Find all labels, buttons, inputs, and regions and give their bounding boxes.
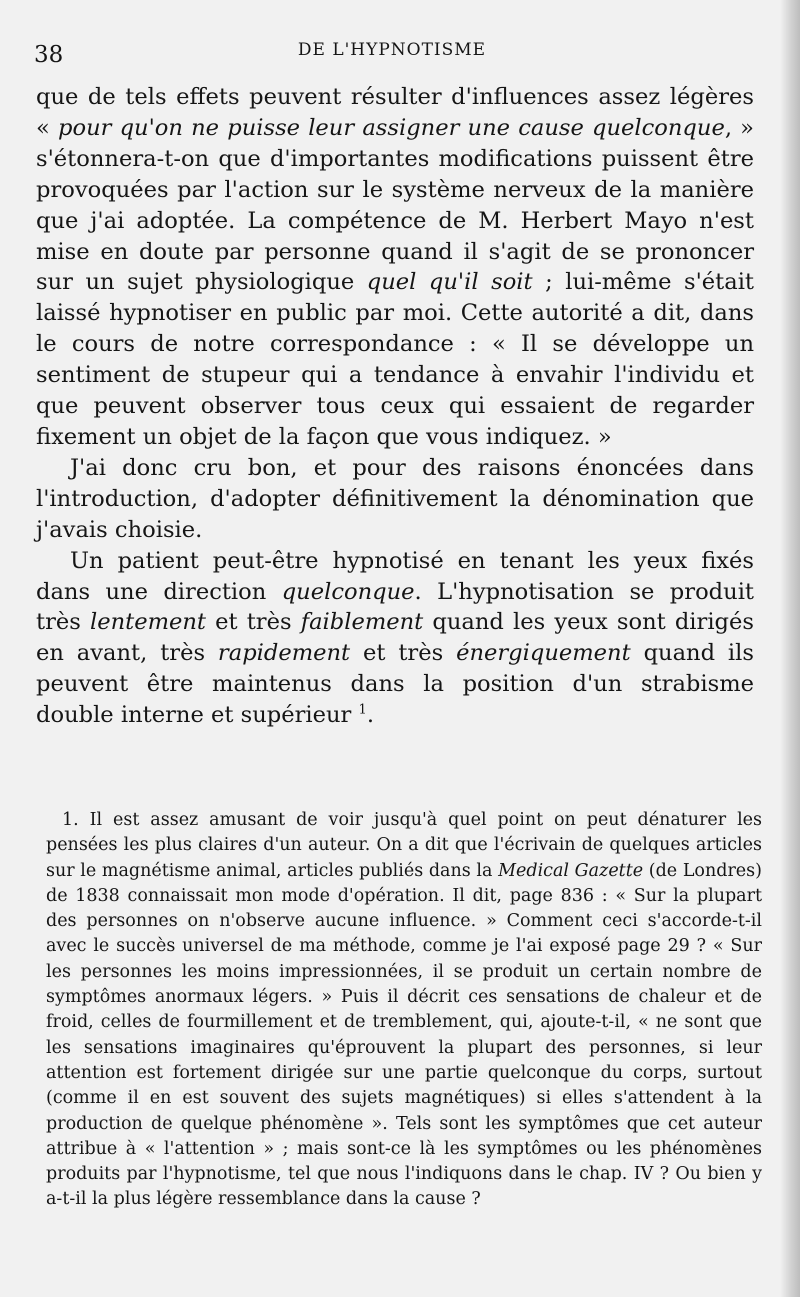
text-run: quand les yeux sont dirigés en avant, très	[36, 609, 754, 667]
footnote-1	[46, 808, 762, 1213]
main-text	[36, 82, 754, 731]
italic-text: quelconque	[281, 578, 415, 605]
footnotes	[46, 808, 762, 1213]
text-run: (de Londres) de 1838 connaissait mon mode d'opération. Il dit, page 836 : « Sur la plupart des personnes on n'observe aucune influence. » Comment ceci s'accorde-t-il avec le succès universel de ma méthode, comme je l'ai exposé page 29 ? « Sur les personnes les moins impressionnées, il se produit un certain nombre de symptômes anormaux légers. » Puis il décrit ces sensations de chaleur et de froid, celles de fourmillement et de tremblement, qui, ajoute-t-il, « ne sont que les sensations imaginaires qu'éprouvent la plupart des personnes, si leur attention est fortement dirigée sur une partie quelconque du corps, surtout (comme il en est souvent des sujets magnétiques) si elles s'attendent à la production de quelque phénomène ». Tels sont les symptômes que cet auteur attribue à « l'attention » ; mais sont-ce là les symptômes ou les phénomènes produits par l'hypnotisme, tel que nous l'indiquons dans le chap. IV ? Ou bien y a-t-il la plus légère ressemblance dans la cause ?	[46, 860, 762, 1210]
text-run: et très	[206, 609, 301, 636]
italic-text: pour qu'on ne puisse leur assigner une cause quelconque	[58, 114, 725, 141]
italic-text: quel qu'il soit	[366, 269, 533, 296]
text-run: .	[366, 702, 375, 729]
italic-text: faiblement	[300, 609, 424, 636]
page-edge	[780, 0, 800, 1297]
italic-text: lentement	[89, 609, 207, 636]
italic-text: énergiquement	[456, 640, 631, 667]
text-run: , » s'étonnera-t-on que d'importantes modifications puissent être provoquées par l'action sur le système nerveux de la manière que j'ai adoptée. La compétence de M. Herbert Mayo n'est mise en doute par personne quand il s'agit de se prononcer sur un sujet physiologique	[36, 114, 755, 296]
text-run: que de tels effets peuvent résulter d'influences assez légères «	[36, 84, 754, 141]
italic-text: Medical Gazette	[498, 860, 644, 881]
italic-text: rapidement	[217, 640, 351, 667]
paragraph-1	[36, 82, 754, 453]
text-run: Un patient peut-être hypnotisé en tenant les yeux fixés dans une direction	[36, 547, 754, 605]
paragraph-2: J'ai donc cru bon, et pour des raisons énoncées dans l'introduction, d'adopter définitivement la dénomination que j'avais choisie.	[36, 454, 754, 543]
paragraph-3	[36, 546, 754, 731]
text-run: et très	[350, 640, 457, 667]
footnote-reference[interactable]: 1	[358, 702, 367, 718]
text-run: Il est assez amusant de voir jusqu'à quel point on peut dénaturer les pensées les plus claires d'un auteur. On a dit que l'écrivain de quelques articles sur le magnétisme animal, articles publiés dans la	[46, 810, 762, 881]
text-run: ; lui-même s'était laissé hypnotiser en public par moi. Cette autorité a dit, dans le cours de notre correspondance : « Il se développe un sentiment de stupeur qui a tendance à envahir l'individu et que peuvent observer tous ceux qui essaient de regarder fixement un objet de la façon que vous indiquez. »	[36, 269, 755, 450]
text-run: quand ils peuvent être maintenus dans la position d'un strabisme double interne et supérieur	[36, 640, 754, 729]
page-header	[34, 40, 750, 76]
page-number: 38	[34, 42, 64, 68]
text-run: . L'hypnotisation se produit très	[36, 578, 754, 636]
running-title: DE L'HYPNOTISME	[297, 40, 487, 60]
footnote-marker: 1.	[62, 810, 79, 830]
